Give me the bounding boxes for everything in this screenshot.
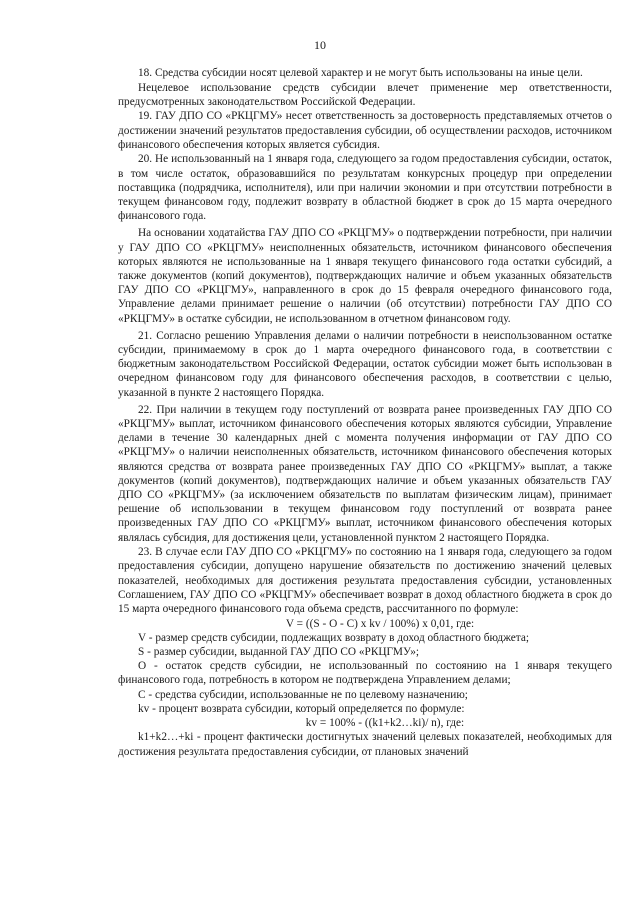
term-c: C - средства субсидии, использованные не по целевому назначению; <box>138 688 468 701</box>
kv-formula: kv = 100% - ((k1+k2…ki)/ n), где: <box>305 717 465 730</box>
paragraph-20: 20. Не использованный на 1 января года, следующего за годом предоставления субсидии, остаток, в том числе остаток, образовавшийся по результатам конкурсных процедур при определении поставщика (подрядчика, исполнителя), или при наличии экономии и при отсутствии потребности в текущем финансовом году, подлежит возврату в областной бюджет в срок до 15 марта очередного финансового года. <box>118 153 612 223</box>
term-kv: kv - процент возврата субсидии, который определяется по формуле: <box>138 702 465 715</box>
paragraph-20-petition: На основании ходатайства ГАУ ДПО СО «РКЦГМУ» о подтверждении потребности, при наличии у ГАУ ДПО СО «РКЦГМУ» неисполненных обязательств, источником финансового обеспечения которых являются не использованные на 1 января текущего финансового года остатки субсидий, а также документов (копий документов), подтверждающих наличие и объем указанных обязательств ГАУ ДПО СО «РКЦГМУ», направленного в срок до 15 февраля очередного финансового года, Управление делами принимает решение о наличии (об отсутствии) потребности ГАУ ДПО СО «РКЦГМУ» в остатке субсидии, не использованном в отчетном финансовом году. <box>118 227 612 325</box>
term-s: S - размер субсидии, выданной ГАУ ДПО СО «РКЦГМУ»; <box>138 646 420 659</box>
paragraph-18-misuse: Нецелевое использование средств субсидии влечет применение мер ответственности, предусмотренных законодательством Российской Федерации. <box>118 81 612 108</box>
paragraph-22: 22. При наличии в текущем году поступлений от возврата ранее произведенных ГАУ ДПО СО «РКЦГМУ» выплат, источником финансового обеспечения которых являются субсидии, Управление делами в течение 30 календарных дней с момента получения информации от ГАУ ДПО СО «РКЦГМУ» о наличии неисполненных обязательств, источником финансового обеспечения которых являются средства от возврата ранее произведенных ГАУ ДПО СО «РКЦГМУ» выплат, а также документов (копий документов), подтверждающих наличие и объем указанных обязательств ГАУ ДПО СО «РКЦГМУ» (за исключением обязательств по выплатам физическим лицам), принимает решение об использовании в текущем финансовом году поступлений от возврата ранее произведенных ГАУ ДПО СО «РКЦГМУ» выплат, источником финансового обеспечения которых являлась субсидия, для достижения цели, установленной пунктом 2 настоящего Порядка. <box>118 403 612 544</box>
paragraph-23: 23. В случае если ГАУ ДПО СО «РКЦГМУ» по состоянию на 1 января года, следующего за годом предоставления субсидии, допущено нарушение обязательств по достижению значений целевых показателей, необходимых для достижения результата предоставления субсидии, установленных Соглашением, ГАУ ДПО СО «РКЦГМУ» обеспечивает возврат в доход областного бюджета в срок до 15 марта очередного финансового года объема средств, рассчитанного по формуле: <box>118 546 612 616</box>
term-ki: k1+k2…+ki - процент фактически достигнутых значений целевых показателей, необходимых для достижения результата предоставления субсидии, от плановых значений <box>118 731 612 758</box>
term-o: O - остаток средств субсидии, не использованный по состоянию на 1 января текущего финансового года, потребность в котором не подтверждена Управлением делами; <box>118 660 612 687</box>
page-number: 10 <box>314 38 326 52</box>
paragraph-19: 19. ГАУ ДПО СО «РКЦГМУ» несет ответственность за достоверность представляемых отчетов о достижении значений результатов предоставления субсидии, об осуществлении расходов, источником финансового обеспечения которых является субсидия. <box>118 110 612 151</box>
term-v: V - размер средств субсидии, подлежащих возврату в доход областного бюджета; <box>138 631 530 644</box>
return-volume-formula: V = ((S - O - C) x kv / 100%) x 0,01, где: <box>285 617 475 630</box>
paragraph-18: 18. Средства субсидии носят целевой характер и не могут быть использованы на иные цели. <box>138 67 583 79</box>
document-body <box>118 66 612 759</box>
paragraph-21: 21. Согласно решению Управления делами о наличии потребности в неиспользованном остатке субсидии, принимаемому в срок до 1 марта очередного финансового года, в соответствии с бюджетным законодательством Российской Федерации, остаток субсидии может быть использован в очередном финансовом году для финансового обеспечения расходов, в соответствии с целью, указанной в пункте 2 настоящего Порядка. <box>118 329 612 399</box>
